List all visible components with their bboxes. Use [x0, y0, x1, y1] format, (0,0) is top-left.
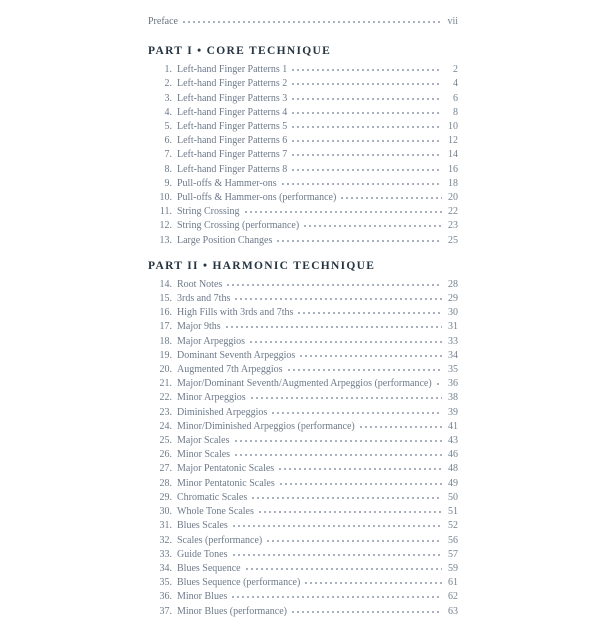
entry-number: 1. — [164, 64, 172, 76]
entry-page-number: 43 — [448, 435, 458, 447]
entry-title: Minor Scales — [177, 449, 231, 461]
entry-number: 4. — [164, 106, 172, 118]
entry-title: Left-hand Finger Patterns 7 — [177, 149, 288, 161]
dot-leader — [267, 405, 446, 415]
entry-page-number: 4 — [453, 78, 458, 90]
entry-number: 6. — [164, 135, 172, 147]
entry-title: High Fills with 3rds and 7ths — [177, 307, 294, 319]
section-title: PART I • CORE TECHNIQUE — [148, 45, 332, 58]
entry-title: Blues Sequence (performance) — [177, 577, 301, 589]
toc-entry — [148, 504, 458, 518]
dot-leader — [247, 490, 446, 500]
entry-number: 10. — [159, 192, 172, 204]
toc-entry — [148, 277, 458, 291]
toc-entry — [148, 533, 458, 547]
section-title: PART II • HARMONIC TECHNIQUE — [148, 259, 376, 272]
dot-leader — [221, 319, 446, 329]
toc-entry — [148, 376, 458, 390]
entry-title: Minor Arpeggios — [177, 392, 246, 404]
entry-page-number: 61 — [448, 577, 458, 589]
dot-leader — [274, 461, 446, 471]
toc-entry — [148, 319, 458, 333]
entry-title: Minor Blues (performance) — [177, 605, 287, 617]
entry-page-number: 6 — [453, 92, 458, 104]
toc-entry — [148, 291, 458, 305]
dot-leader — [241, 561, 446, 571]
toc-entry — [148, 190, 458, 204]
entry-page-number: 20 — [448, 192, 458, 204]
dot-leader — [272, 233, 446, 243]
toc-entry — [148, 334, 458, 348]
entry-title: Guide Tones — [177, 548, 228, 560]
toc-entry — [148, 490, 458, 504]
entry-title: Minor Blues — [177, 591, 228, 603]
entry-number: 21. — [159, 378, 172, 390]
entry-title: Left-hand Finger Patterns 4 — [177, 106, 288, 118]
entry-title: Major/Dominant Seventh/Augmented Arpeggios (performance) — [177, 378, 432, 390]
entry-title: Pull-offs & Hammer-ons (performance) — [177, 192, 337, 204]
dot-leader — [277, 176, 446, 186]
entry-page-number: 18 — [448, 177, 458, 189]
entry-page-number: 57 — [448, 548, 458, 560]
dot-leader — [293, 305, 446, 315]
entry-page-number: 12 — [448, 135, 458, 147]
book-toc-page — [148, 14, 458, 618]
toc-entry — [148, 305, 458, 319]
toc-section — [148, 44, 458, 247]
entry-title: Blues Sequence — [177, 562, 241, 574]
toc-entry — [148, 390, 458, 404]
entry-page-number: 28 — [448, 278, 458, 290]
entry-number: 20. — [159, 364, 172, 376]
toc-entry — [148, 105, 458, 119]
entry-title: String Crossing — [177, 206, 240, 218]
toc-entry — [148, 518, 458, 532]
entry-number: 12. — [159, 220, 172, 232]
entry-page-number: 41 — [448, 420, 458, 432]
entry-page-number: 2 — [453, 64, 458, 76]
dot-leader — [283, 362, 446, 372]
entry-number: 27. — [159, 463, 172, 475]
entry-number: 14. — [159, 278, 172, 290]
dot-leader — [222, 277, 446, 287]
section-items — [148, 62, 458, 247]
entry-number: 34. — [159, 562, 172, 574]
dot-leader — [432, 376, 446, 386]
entry-title: String Crossing (performance) — [177, 220, 300, 232]
toc-entry — [148, 204, 458, 218]
toc-entry — [148, 176, 458, 190]
toc-entry — [148, 604, 458, 618]
entry-page-number: 39 — [448, 406, 458, 418]
entry-number: 32. — [159, 534, 172, 546]
toc-entry — [148, 62, 458, 76]
entry-title: Major Scales — [177, 435, 230, 447]
entry-title: Minor/Diminished Arpeggios (performance) — [177, 420, 355, 432]
entry-page-number: 52 — [448, 520, 458, 532]
entry-title: Dominant Seventh Arpeggios — [177, 349, 296, 361]
entry-title: Left-hand Finger Patterns 2 — [177, 78, 288, 90]
toc-entry — [148, 133, 458, 147]
section-items — [148, 277, 458, 618]
toc-entry — [148, 476, 458, 490]
dot-leader — [287, 162, 446, 172]
entry-number: 16. — [159, 307, 172, 319]
entry-title: Left-hand Finger Patterns 8 — [177, 163, 288, 175]
entry-page-number: 62 — [448, 591, 458, 603]
entry-page-number: 8 — [453, 106, 458, 118]
entry-number: 33. — [159, 548, 172, 560]
entry-title: Major 9ths — [177, 321, 221, 333]
entry-title: Left-hand Finger Patterns 3 — [177, 92, 288, 104]
entry-number: 25. — [159, 435, 172, 447]
entry-number: 13. — [159, 234, 172, 246]
entry-page-number: 14 — [448, 149, 458, 161]
entry-page-number: 30 — [448, 307, 458, 319]
entry-page-number: 10 — [448, 121, 458, 133]
entry-page-number: 33 — [448, 335, 458, 347]
entry-number: 17. — [159, 321, 172, 333]
preface-label: Preface — [148, 16, 178, 27]
dot-leader — [287, 119, 446, 129]
entry-page-number: 48 — [448, 463, 458, 475]
entry-number: 23. — [159, 406, 172, 418]
entry-page-number: 29 — [448, 293, 458, 305]
entry-title: Chromatic Scales — [177, 491, 248, 503]
entry-number: 8. — [164, 163, 172, 175]
entry-title: Blues Scales — [177, 520, 228, 532]
dot-leader — [228, 518, 446, 528]
dot-leader — [287, 147, 446, 157]
entry-page-number: 51 — [448, 506, 458, 518]
toc-entry — [148, 575, 458, 589]
entry-title: Major Pentatonic Scales — [177, 463, 275, 475]
entry-page-number: 31 — [448, 321, 458, 333]
toc-entry — [148, 405, 458, 419]
entry-page-number: 46 — [448, 449, 458, 461]
dot-leader — [245, 334, 446, 344]
entry-title: Diminished Arpeggios — [177, 406, 268, 418]
entry-number: 31. — [159, 520, 172, 532]
dot-leader — [178, 14, 446, 24]
dot-leader — [287, 91, 446, 101]
entry-title: Large Position Changes — [177, 234, 273, 246]
toc-entry — [148, 233, 458, 247]
dot-leader — [299, 218, 446, 228]
entry-number: 3. — [164, 92, 172, 104]
entry-number: 11. — [159, 206, 172, 218]
toc-entry — [148, 447, 458, 461]
entry-number: 35. — [159, 577, 172, 589]
dot-leader — [240, 204, 446, 214]
dot-leader — [355, 419, 446, 429]
entry-page-number: 25 — [448, 234, 458, 246]
entry-page-number: 35 — [448, 364, 458, 376]
entry-page-number: 22 — [448, 206, 458, 218]
toc-entry — [148, 589, 458, 603]
entry-title: Left-hand Finger Patterns 6 — [177, 135, 288, 147]
dot-leader — [287, 76, 446, 86]
entry-page-number: 36 — [448, 378, 458, 390]
dot-leader — [246, 390, 446, 400]
entry-title: Left-hand Finger Patterns 5 — [177, 121, 288, 133]
entry-title: Pull-offs & Hammer-ons — [177, 177, 277, 189]
dot-leader — [287, 62, 446, 72]
entry-number: 7. — [164, 149, 172, 161]
entry-number: 26. — [159, 449, 172, 461]
entry-title: 3rds and 7ths — [177, 293, 231, 305]
entry-title: Root Notes — [177, 278, 223, 290]
dot-leader — [228, 547, 447, 557]
entry-page-number: 23 — [448, 220, 458, 232]
toc-entry — [148, 147, 458, 161]
entry-page-number: 59 — [448, 562, 458, 574]
entry-number: 2. — [164, 78, 172, 90]
entry-number: 37. — [159, 605, 172, 617]
toc-entry — [148, 91, 458, 105]
entry-number: 36. — [159, 591, 172, 603]
entry-title: Major Arpeggios — [177, 335, 246, 347]
entry-title: Augmented 7th Arpeggios — [177, 364, 283, 376]
dot-leader — [300, 575, 446, 585]
toc-entry — [148, 76, 458, 90]
toc-entry — [148, 218, 458, 232]
entry-title: Scales (performance) — [177, 534, 263, 546]
toc-entry — [148, 561, 458, 575]
dot-leader — [295, 348, 446, 358]
entry-page-number: 34 — [448, 349, 458, 361]
dot-leader — [275, 476, 446, 486]
dot-leader — [254, 504, 446, 514]
toc-entry — [148, 119, 458, 133]
toc-entry — [148, 461, 458, 475]
entry-number: 19. — [159, 349, 172, 361]
entry-number: 5. — [164, 121, 172, 133]
dot-leader — [336, 190, 446, 200]
entry-title: Minor Pentatonic Scales — [177, 477, 275, 489]
entry-page-number: 50 — [448, 491, 458, 503]
dot-leader — [287, 604, 446, 614]
entry-number: 28. — [159, 477, 172, 489]
toc-entry — [148, 547, 458, 561]
entry-title: Left-hand Finger Patterns 1 — [177, 64, 288, 76]
dot-leader — [287, 133, 446, 143]
preface-page-number: vii — [447, 16, 458, 27]
dot-leader — [230, 447, 446, 457]
entry-number: 30. — [159, 506, 172, 518]
entry-number: 9. — [164, 177, 172, 189]
dot-leader — [230, 433, 447, 443]
preface-row — [148, 14, 458, 28]
toc-entry — [148, 433, 458, 447]
entry-page-number: 49 — [448, 477, 458, 489]
entry-title: Whole Tone Scales — [177, 506, 254, 518]
entry-page-number: 63 — [448, 605, 458, 617]
toc-section — [148, 259, 458, 618]
entry-page-number: 38 — [448, 392, 458, 404]
dot-leader — [227, 589, 446, 599]
dot-leader — [287, 105, 446, 115]
entry-number: 24. — [159, 420, 172, 432]
entry-page-number: 16 — [448, 163, 458, 175]
entry-page-number: 56 — [448, 534, 458, 546]
sections — [148, 44, 458, 618]
entry-number: 22. — [159, 392, 172, 404]
toc-entry — [148, 362, 458, 376]
dot-leader — [262, 533, 446, 543]
toc-entry — [148, 162, 458, 176]
entry-number: 18. — [159, 335, 172, 347]
entry-number: 29. — [159, 491, 172, 503]
toc-entry — [148, 419, 458, 433]
dot-leader — [230, 291, 446, 301]
entry-number: 15. — [159, 293, 172, 305]
toc-entry — [148, 348, 458, 362]
